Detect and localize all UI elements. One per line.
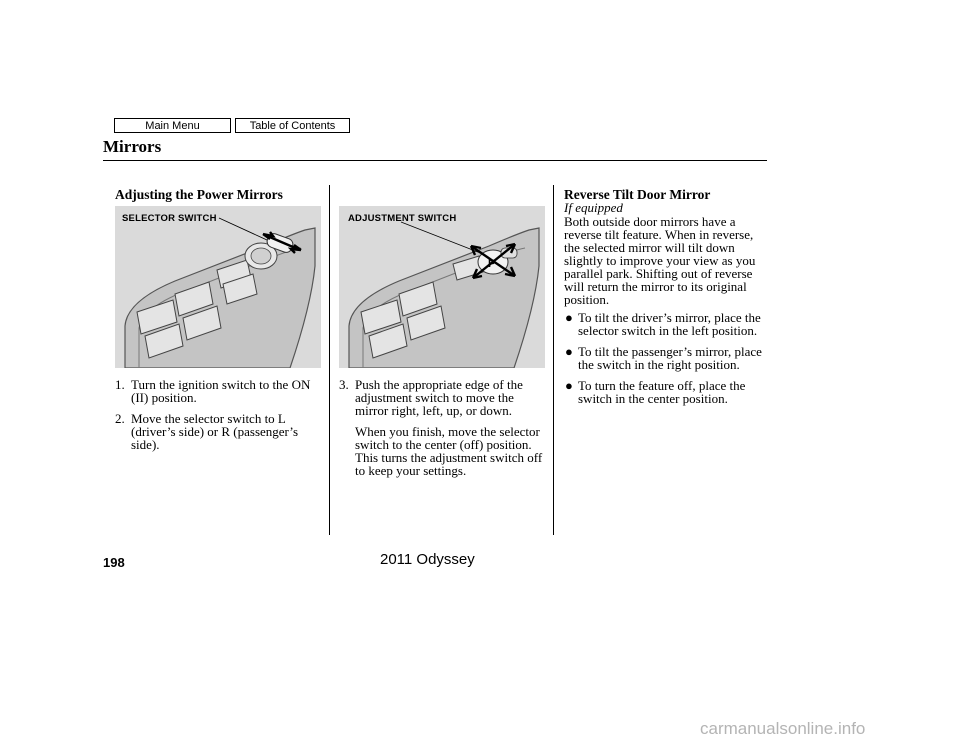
bullet-icon: ●: [565, 344, 573, 359]
if-equipped-note: If equipped: [564, 200, 623, 215]
page-title: Mirrors: [103, 137, 162, 156]
step-item: [115, 412, 327, 451]
bullet-text: To tilt the passenger’s mirror, place the switch in the right position.: [578, 344, 762, 372]
section-heading-adjusting: Adjusting the Power Mirrors: [115, 187, 283, 202]
column-divider: [553, 185, 554, 535]
section-heading-reverse-tilt: Reverse Tilt Door Mirror: [564, 187, 711, 202]
bullet-text: To tilt the driver’s mirror, place the selector switch in the left position.: [578, 310, 761, 338]
step-number: 2.: [115, 411, 125, 426]
switch-letter: P: [488, 258, 496, 270]
left-steps: [115, 378, 327, 459]
column-divider: [329, 185, 330, 535]
door-panel-illustration: [339, 206, 545, 368]
adjustment-switch-figure: [339, 206, 545, 368]
selector-switch-label: SELECTOR SWITCH: [122, 213, 217, 224]
step-number: 1.: [115, 377, 125, 392]
door-panel-illustration: [115, 206, 321, 368]
reverse-tilt-body: [564, 215, 770, 413]
step-text: Turn the ignition switch to the ON (II) position.: [131, 377, 311, 405]
selector-switch-figure: [115, 206, 321, 368]
reverse-tilt-paragraph: Both outside door mirrors have a reverse tilt feature. When in reverse, the selected mirror will tilt down slightly to improve your view as you parallel park. Shifting out of reverse will return the mirror to its original position.: [564, 214, 756, 307]
bullet-icon: ●: [565, 310, 573, 325]
step-number: 3.: [339, 377, 349, 392]
step-paragraph: When you finish, move the selector switch to the center (off) position. This turns the adjustment switch off to keep your settings.: [355, 424, 543, 478]
list-item: [564, 379, 770, 405]
step-text: Push the appropriate edge of the adjustment switch to move the mirror right, left, up, or down.: [355, 377, 523, 418]
watermark: carmanualsonline.info: [700, 719, 866, 738]
bullet-icon: ●: [565, 378, 573, 393]
main-menu-button[interactable]: Main Menu: [114, 118, 231, 133]
title-rule: [103, 160, 767, 161]
bullet-text: To turn the feature off, place the switch in the center position.: [578, 378, 746, 406]
model-name: 2011 Odyssey: [380, 551, 475, 568]
adjustment-switch-label: ADJUSTMENT SWITCH: [348, 213, 457, 224]
step-text: Move the selector switch to L (driver’s side) or R (passenger’s side).: [131, 411, 299, 452]
step-item: [339, 378, 549, 417]
list-item: [564, 345, 770, 371]
list-item: [564, 311, 770, 337]
page-number: 198: [103, 555, 125, 570]
step-item: [115, 378, 327, 404]
middle-steps: [339, 378, 549, 477]
table-of-contents-button[interactable]: Table of Contents: [235, 118, 350, 133]
